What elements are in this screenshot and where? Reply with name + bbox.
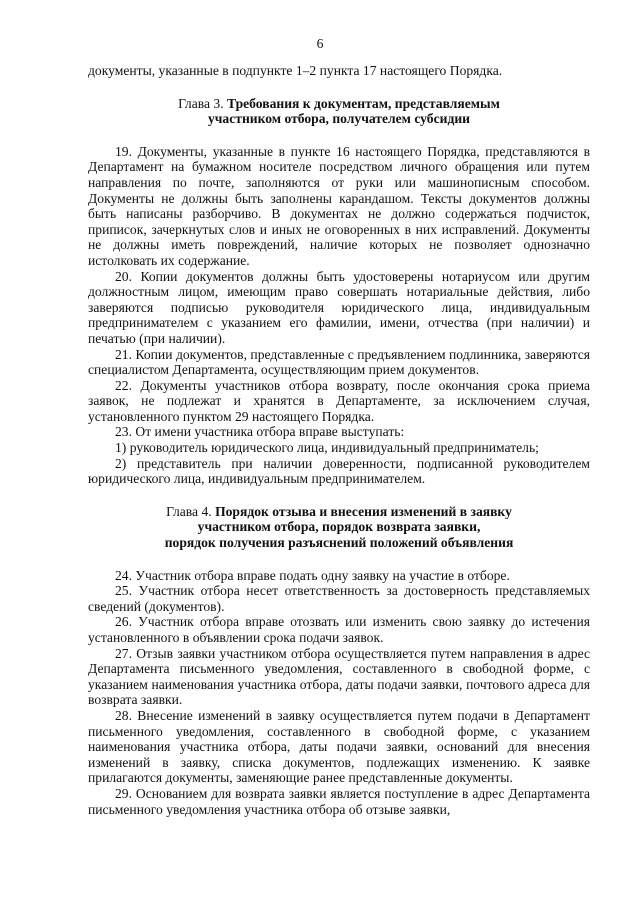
chapter-4-heading <box>88 504 590 551</box>
paragraph-20: 20. Копии документов должны быть удостоверены нотариусом или другим должностным лицом, имеющим право совершать нотариальные действия, либо заверяются подписью руководителя юридического лица, индивидуальным предпринимателем с указанием его фамилии, имени, отчества (при наличии) и печатью (при наличии). <box>88 268 590 346</box>
page-number: 6 <box>316 36 324 51</box>
paragraph-29: 29. Основанием для возврата заявки является поступление в адрес Департамента письменного уведомления участника отбора об отзыве заявки, <box>88 785 590 817</box>
paragraph-19: 19. Документы, указанные в пункте 16 настоящего Порядка, представляются в Департамент на бумажном носителе посредством личного обращения или путем направления по почте, заполняются от руки или машинописным способом. Документы не должны быть заполнены карандашом. Тексты документов должны быть написаны разборчиво. В документах не должно содержаться подчисток, приписок, зачеркнутых слов и иных не оговоренных в них исправлений. Документы не должны иметь повреждений, наличие которых не позволяет однозначно истолковать их содержание. <box>88 143 590 268</box>
paragraph-22: 22. Документы участников отбора возврату, после окончания срока приема заявок, не подлежат и хранятся в Департаменте, за исключением случая, установленного пунктом 29 настоящего Порядка. <box>88 377 590 424</box>
paragraph-28: 28. Внесение изменений в заявку осуществляется путем подачи в Департамент письменного уведомления, составленного в свободной форме, с указанием наименования участника отбора, даты подачи заявки, оснований для внесения изменений в заявку, списка документов, подлежащих изменению. К заявке прилагаются документы, заменяющие ранее представленные документы. <box>88 707 590 786</box>
paragraph-24: 24. Участник отбора вправе подать одну заявку на участие в отборе. <box>115 567 510 583</box>
paragraph-25: 25. Участник отбора несет ответственность за достоверность представляемых сведений (документов). <box>88 583 590 614</box>
chapter-4-title-line-1: Порядок отзыва и внесения изменений в заявку <box>215 503 512 519</box>
chapter-3-prefix: Глава 3. <box>178 95 224 111</box>
paragraph-23-item-1: 1) руководитель юридического лица, индивидуальный предприниматель; <box>115 440 539 456</box>
paragraph-23-item-2: 2) представитель при наличии доверенности, подписанной руководителем юридического лица, индивидуальным предпринимателем. <box>88 455 590 487</box>
chapter-3-heading <box>88 96 590 127</box>
paragraph-23: 23. От имени участника отбора вправе выступать: <box>115 424 405 440</box>
paragraph-27: 27. Отзыв заявки участником отбора осуществляется путем направления в адрес Департамента письменного уведомления, составленного в свободной форме, с указанием наименования участника отбора, даты подачи заявки, почтового адреса для возврата заявки. <box>88 645 590 708</box>
paragraph-21: 21. Копии документов, представленные с предъявлением подлинника, заверяются специалистом Департамента, осуществляющим прием документов. <box>88 346 590 378</box>
chapter-3-title-line-1: Требования к документам, представляемым <box>227 95 500 111</box>
chapter-4-title-line-3: порядок получения разъяснений положений объявления <box>164 535 514 551</box>
chapter-3-title-line-2: участником отбора, получателем субсидии <box>207 111 471 127</box>
chapter-4-title-line-2: участником отбора, порядок возврата заявки, <box>197 519 481 535</box>
lead-paragraph: документы, указанные в подпункте 1–2 пункта 17 настоящего Порядка. <box>88 63 503 78</box>
page-body <box>88 63 590 817</box>
paragraph-26: 26. Участник отбора вправе отозвать или изменить свою заявку до истечения установленного в объявлении срока подачи заявок. <box>88 614 590 645</box>
chapter-4-prefix: Глава 4. <box>166 503 212 519</box>
